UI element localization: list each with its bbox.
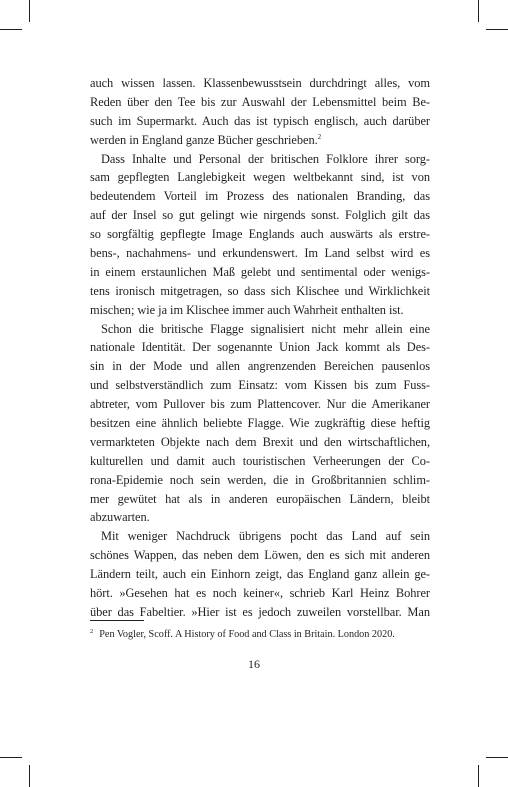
text-line: besitzen eine ähnlich beliebte Flagge. Wie zugkräftig diese heftig xyxy=(90,416,430,431)
crop-mark-top-left-horizontal xyxy=(0,29,22,30)
text-line: sin in der Mode und allen angrenzenden Bereichen pausenlos xyxy=(90,359,430,374)
text-line: bedeutendem Vorteil im Prozess des nationalen Branding, das xyxy=(90,189,430,204)
text-line: Mit weniger Nachdruck übrigens pocht das Land auf sein xyxy=(101,529,430,544)
text-line: auch wissen lassen. Klassenbewusstsein durchdringt alles, vom xyxy=(90,76,430,90)
text-line: kulturellen und damit auch touristischen Verheerungen der Co- xyxy=(90,453,430,468)
crop-mark-top-left-vertical xyxy=(29,0,30,22)
page-number: 16 xyxy=(248,657,260,671)
text-line: vermarkteten Objekte nach dem Brexit und den wirtschaftlichen, xyxy=(90,434,430,449)
text-line: so sorgfältig gepflegte Image Englands auch auswärts als erstre- xyxy=(90,227,430,242)
paragraph-3 xyxy=(90,320,430,528)
text-line: Dass Inhalte und Personal der britischen Folklore ihrer sorg- xyxy=(101,151,430,166)
text-line: mer gewütet hat als in anderen europäischen Ländern, bleibt xyxy=(90,491,430,506)
footnote-reference[interactable]: 2 xyxy=(317,132,322,141)
text-line: hört. »Gesehen hat es noch keiner«, schrieb Karl Heinz Bohrer xyxy=(90,586,430,601)
text-line-content: werden in England ganze Bücher geschrieben. xyxy=(90,132,318,147)
crop-mark-bottom-left-horizontal xyxy=(0,757,22,758)
paragraph-1 xyxy=(90,74,430,150)
text-line: such im Supermarkt. Auch das ist typisch englisch, auch darüber xyxy=(90,113,430,128)
footnote xyxy=(90,628,430,642)
crop-mark-bottom-right-horizontal xyxy=(486,757,508,758)
text-line: abzuwarten. xyxy=(90,510,150,525)
footnote-separator xyxy=(90,620,144,621)
text-line: schönes Wappen, das neben dem Löwen, den es sich mit anderen xyxy=(90,548,430,563)
text-line: Schon die britische Flagge signalisiert nicht mehr allein eine xyxy=(101,321,430,336)
text-line: nationale Identität. Der sogenannte Union Jack kommt als Des- xyxy=(90,340,430,355)
footnote-text: Pen Vogler, Scoff. A History of Food and Class in Britain. London 2020. xyxy=(99,629,395,640)
crop-mark-bottom-left-vertical xyxy=(29,765,30,787)
crop-mark-top-right-horizontal xyxy=(486,29,508,30)
text-line xyxy=(90,131,430,150)
text-line: auf der Insel so gut gelingt wie nirgends sonst. Folglich gilt das xyxy=(90,208,430,223)
text-line: sam gepflegten Langlebigkeit wegen weltbekannt sind, ist von xyxy=(90,170,430,185)
paragraph-2 xyxy=(90,150,430,320)
text-line: und selbstverständlich zum Einsatz: vom Kissen bis zum Fuss- xyxy=(90,378,430,393)
text-line: bens-, nachahmens- und erkundenswert. Im Land selbst wird es xyxy=(90,246,430,261)
text-line: Reden über den Tee bis zur Auswahl der Lebensmittel beim Be- xyxy=(90,94,430,109)
text-line: über das Fabeltier. »Hier ist es jedoch zuweilen vorstellbar. Man xyxy=(90,604,430,619)
footnote-number: 2 xyxy=(90,628,94,635)
text-line: in einem erstaunlichen Maß gelebt und sentimental oder wenigs- xyxy=(90,264,430,279)
text-line: tens ironisch mitgetragen, so dass sich Klischee und Wirklichkeit xyxy=(90,283,430,298)
text-line: Ländern teilt, auch ein Einhorn zeigt, das England ganz allein ge- xyxy=(90,567,430,582)
crop-mark-top-right-vertical xyxy=(478,0,479,22)
paragraph-4 xyxy=(90,527,430,621)
text-line: abtreter, vom Pullover bis zum Plattencover. Nur die Amerikaner xyxy=(90,397,430,412)
text-line: mischen; wie ja im Klischee immer auch Wahrheit enthalten ist. xyxy=(90,302,404,317)
body-text xyxy=(90,74,430,622)
crop-mark-bottom-right-vertical xyxy=(478,765,479,787)
text-line: rona-Epidemie noch sein werden, die in Großbritannien schlim- xyxy=(90,472,430,487)
